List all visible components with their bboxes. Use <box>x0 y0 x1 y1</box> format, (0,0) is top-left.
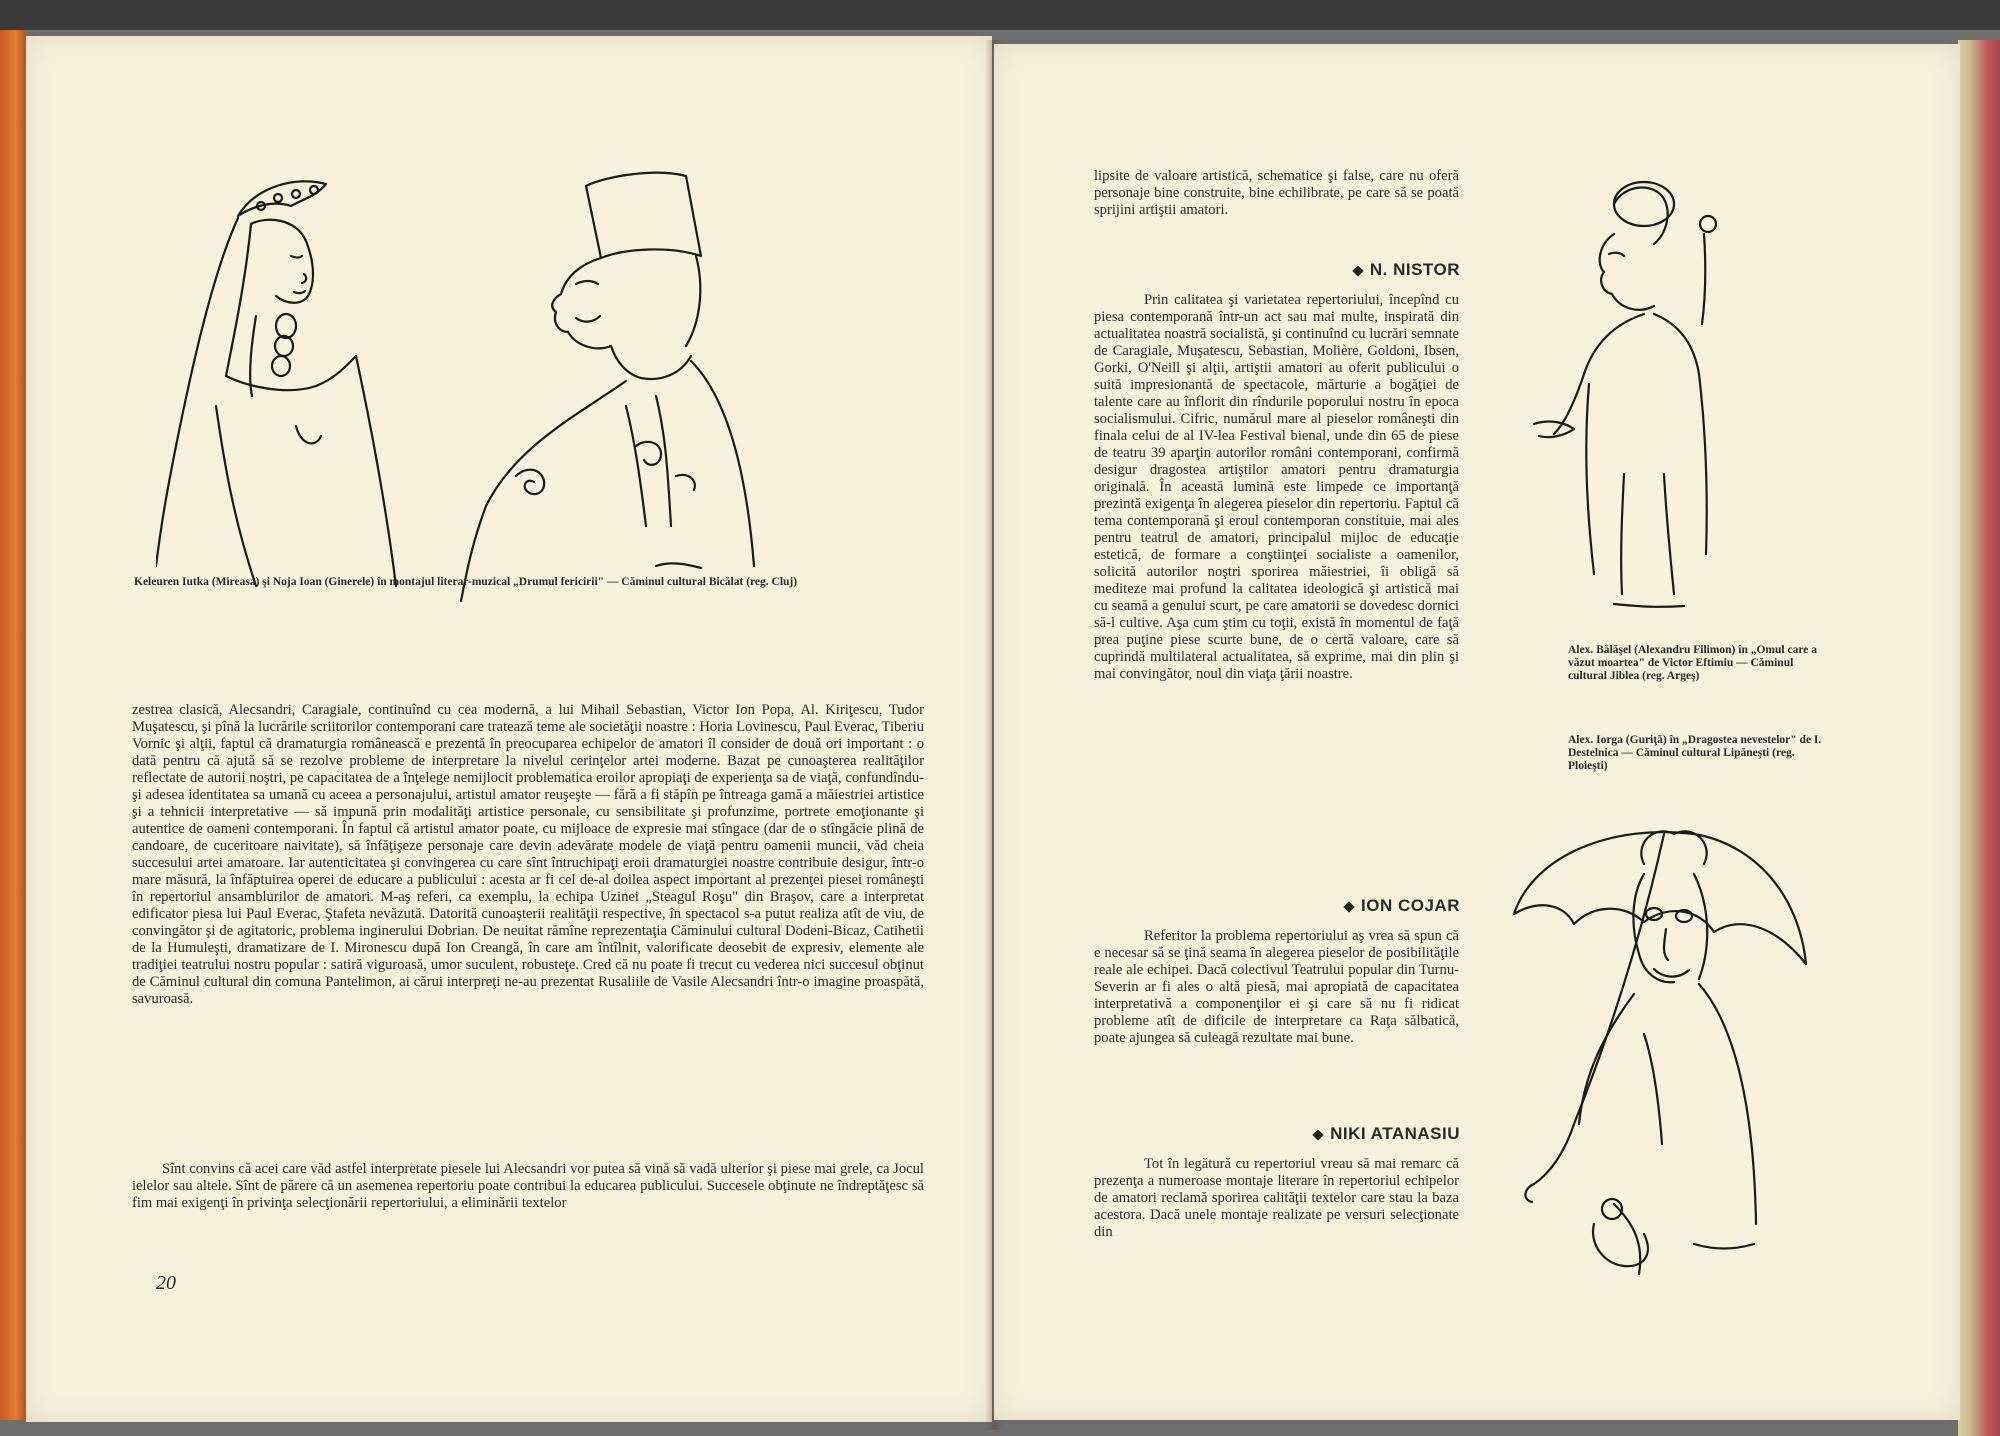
section-text-cojar: Referitor la problema repertoriului aş vrea să spun că e necesar să se ţină seama în alegerea pieselor de posibilităţile reale ale echipei. Dacă colectivul Teatrului popular din Turnu-Severin ar fi ales o altă piesă, mai apropiată de capacitatea interpretativă a componenţilor ei şi care să nu fi ridicat probleme atît de dificile de interpretare ca Raţa sălbatică, poate ajungea să culeagă rezultate mai bune. <box>1094 928 1459 1046</box>
diamond-bullet-icon <box>1343 901 1354 912</box>
caption-iorga: Alex. Iorga (Guriţă) în „Dragostea nevestelor" de I. Destelnica — Căminul cultural Lipăneşti (reg. Ploieşti) <box>1568 734 1822 772</box>
section-heading-cojar: ION COJAR <box>1094 896 1460 916</box>
left-illustration-caption: Keleuren Iutka (Mireasa) şi Noja Ioan (Ginerele) în montajul literar-muzical „Drumul fericirii" — Căminul cultural Bicălat (reg. Cluj) <box>134 576 798 588</box>
section-heading-nistor: N. NISTOR <box>1094 260 1460 280</box>
left-body-text: zestrea clasică, Alecsandri, Caragiale, continuînd cu cea modernă, a lui Mihail Sebastian, Victor Ion Popa, Al. Kiriţescu, Tudor Muşatescu, şi pînă la lucrările scriitorilor contemporani care tratează teme ale societăţii noastre : Horia Lovinescu, Paul Everac, Tiberiu Vornic şi alţii, faptul că dramaturgia românească e prezentă în preocuparea echipelor de amatori îl consider de două ori important : o dată pentru că ajută să se rezolve probleme de interpretare la nivelul cerinţelor artei moderne. Bazat pe cunoaşterea realităţilor reflectate de autorii noştri, pe capacitatea de a înţelege nemijlocit problematica eroilor apropiaţi de experienţa sa de viaţă, confundîndu-şi adesea identitatea sa umană cu aceea a personajului, artistul amator reuşeşte — fără a fi stăpîn pe întreaga gamă a măiestriei artistice şi a tehnicii interpretative — să impună prin modalităţi artistice personale, cu sensibilitate şi profunzime, portrete emoţionante şi autentice de oameni contemporani. În faptul că artistul amator poate, cu mijloace de expresie mai stîngace (dar de o stîngăcie plină de candoare, de cuceritoare naivitate), să înfăţişeze personaje care devin adevărate modele de viaţă pentru oamenii muncii, văd cheia succesului artei amatoare. Iar autenticitatea şi convingerea cu care sînt întruchipaţi eroii dramaturgiei noastre contribuie desigur, într-o mare măsură, la înfăptuirea operei de educare a publicului : acesta ar fi cel de-al doilea aspect important al prezenţei piesei româneşti în repertoriul ansamblurilor de amatori. M-aş referi, ca exemplu, la echipa Uzinei „Steagul Roşu" din Braşov, care a interpretat edificator piesa lui Paul Everac, Ştafeta nevăzută. Datorită cunoaşterii realităţii respective, în spectacol s-a putut realiza atît de viu, de convingător şi de agitatoric, problema inginerului Dobrian. De neuitat rămîne reprezentaţia Căminului cultural Dodeni-Bicaz, Catihetii de la Humuleşti, dramatizare de I. Mironescu după Ion Creangă, în care am întîlnit, valorificate deosebit de expresiv, elemente ale tradiţiei teatrului nostru popular : satiră viguroasă, umor suculent, robusteţe. Cred că nu poate fi trecut cu vederea nici succesul obţinut de Căminul cultural din comuna Pantelimon, ai cărui interpreţi ne-au prezentat Rusaliile de Vasile Alecsandri într-o imagine proaspătă, savuroasă. <box>132 702 924 1007</box>
right-page <box>994 44 1960 1420</box>
bride-groom-illustration <box>156 146 756 606</box>
right-page-stack-edge <box>1958 40 2000 1436</box>
left-body-text-continued: Sînt convins că acei care văd astfel interpretate piesele lui Alecsandri vor putea să vină să vadă ulterior şi piese mai grele, ca Jocul ielelor sau altele. Sînt de părere că un asemenea repertoriu poate contribui la educarea publicului. Succesele obţinute ne îndreptăţesc să fim mai exigenţi în privinţa selecţionării repertoriului, a eliminării textelor <box>132 1161 924 1211</box>
diamond-bullet-icon <box>1352 265 1363 276</box>
cover-top-edge <box>0 0 2000 30</box>
section-text-nistor: Prin calitatea şi varietatea repertoriului, începînd cu piesa contemporană într-un act sau mai multe, inspirată din actualitatea noastră socialistă, şi continuînd cu lucrări semnate de Caragiale, Muşatescu, Sebastian, Molière, Goldoni, Ibsen, Gorki, O'Neill şi alţii, artiştii amatori au oferit publicului o suită impresionantă de spectacole, mărturie a bogăţiei de talente care au înflorit din rîndurile poporului nostru în epoca socialismului. Cifric, numărul mare al pieselor româneşti din finala celui de al IV-lea Festival bienal, unde din 65 de piese de teatru 39 aparţin autorilor români contemporani, confirmă desigur dragostea artiştilor amatori pentru dramaturgia originală. În această lumină este limpede ce importanţă prezintă exigenţa în alegerea pieselor din repertoriu. Faptul că tema contemporană şi eroul contemporan constituie, mai ales pentru teatrul de amatori, principalul mijloc de educaţie estetică, de formare a conştiinţei socialiste a oamenilor, solicită autorilor noştri sporirea măiestriei, îi obligă să mediteze mai profund la calitatea ideologică şi artistică mai cu seamă a genului scurt, pe care amatorii se dovedesc dornici să-l cultive. Aşa cum ştim cu toţii, există în momentul de faţă prea puţine piese scurte bune, de o certă valoare, care să cuprindă multilateral actualitatea, să exprime, mai din plin şi mai convingător, noul din viaţa ţării noastre. <box>1094 292 1459 682</box>
section-heading-atanasiu: NIKI ATANASIU <box>1094 1124 1460 1144</box>
umbrella-man-illustration <box>1494 804 1814 1324</box>
diamond-bullet-icon <box>1312 1129 1323 1140</box>
left-page <box>26 36 992 1422</box>
section-text-atanasiu: Tot în legătură cu repertoriul vreau să mai remarc că prezenţa a numeroase montaje literare în repertoriul echipelor de amatori reclamă sporirea calităţii textelor care stau la baza acestora. Dacă unele montaje realizate pe versuri selecţionate din <box>1094 1156 1459 1240</box>
orange-cover-edge <box>0 30 26 1420</box>
caption-balasel: Alex. Bălăşel (Alexandru Filimon) în „Omul care a văzut moartea" de Victor Eftimiu — Căminul cultural Jibleа (reg. Argeş) <box>1568 644 1817 682</box>
right-intro-text: lipsite de valoare artistică, schematice şi false, care nu oferă personaje bine construite, bine echilibrate, pe care să se poată sprijini artiştii amatori. <box>1094 168 1459 218</box>
standing-man-illustration <box>1494 174 1754 644</box>
page-number: 20 <box>156 1272 176 1294</box>
